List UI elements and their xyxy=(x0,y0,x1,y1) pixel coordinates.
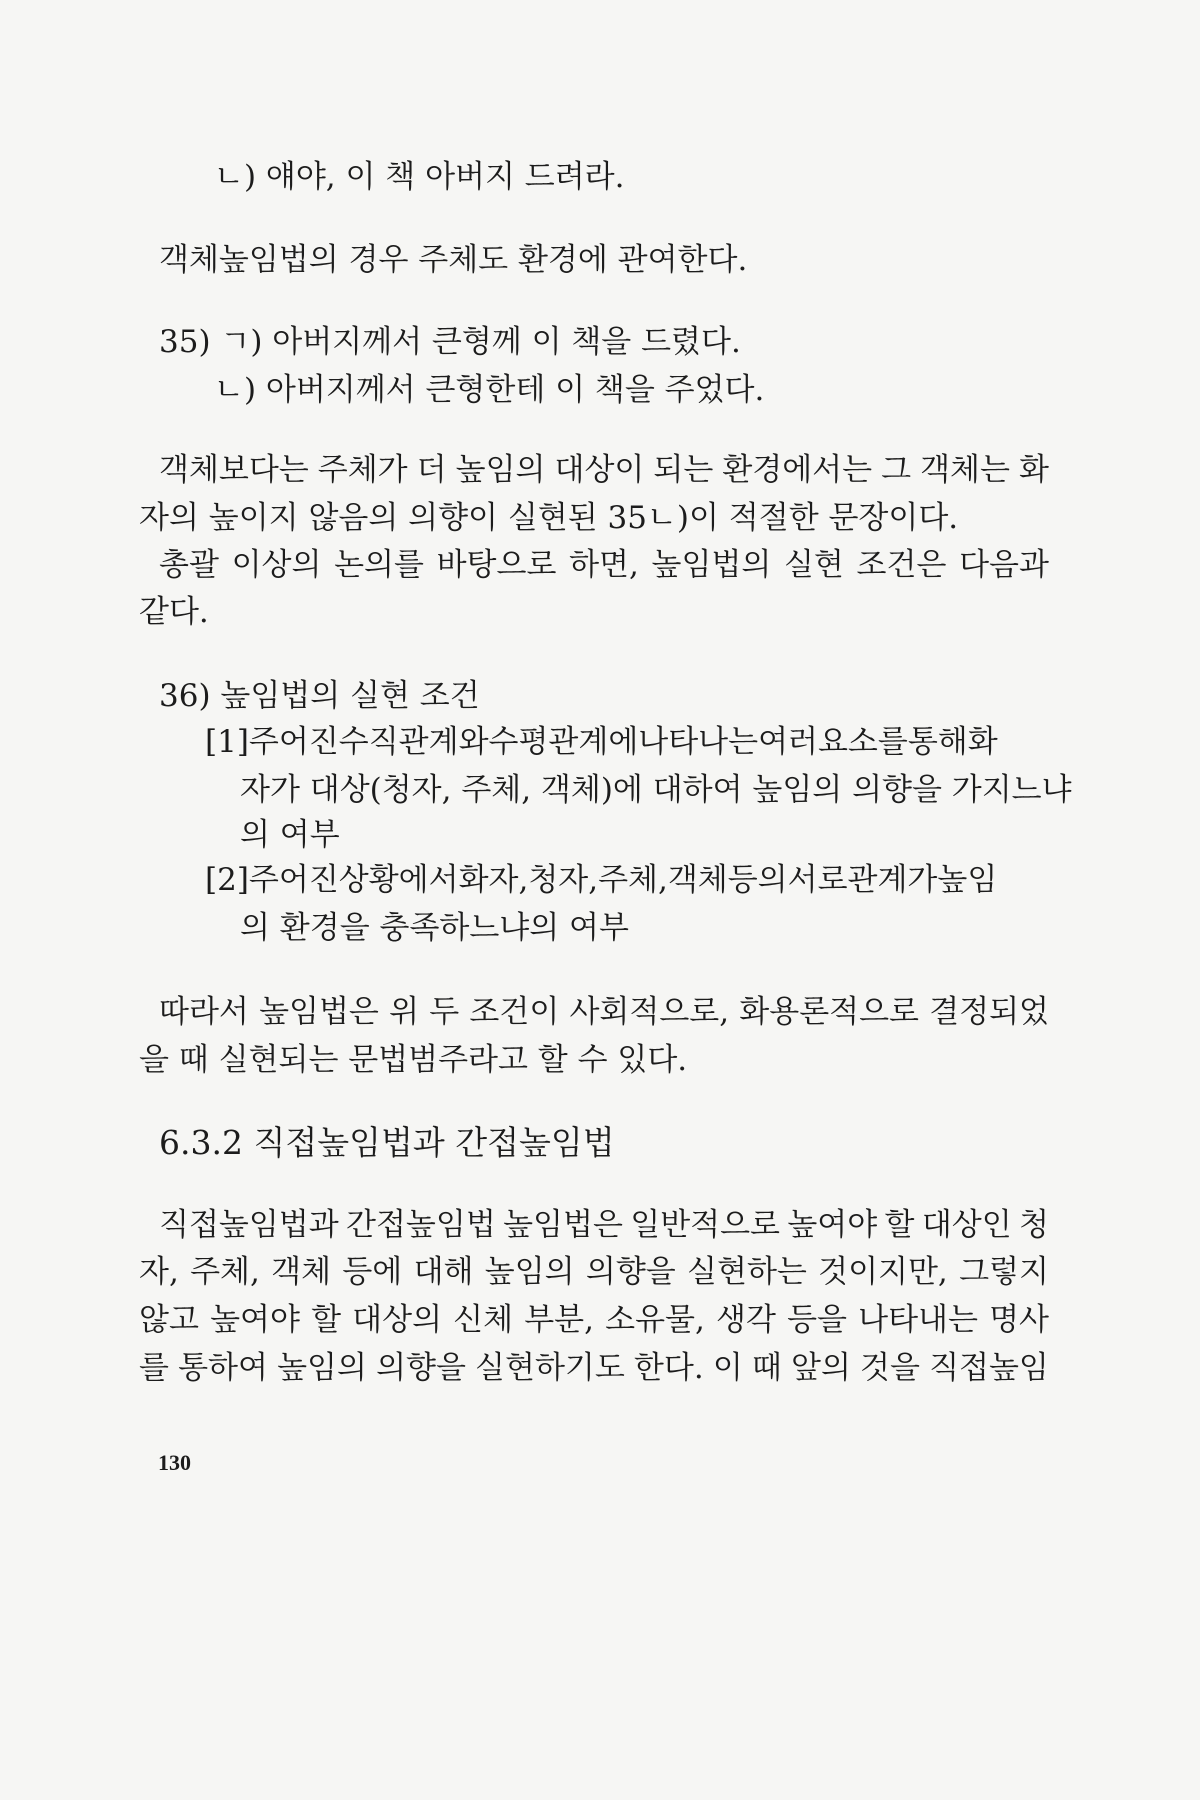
word: 등에 xyxy=(342,1254,403,1290)
word: 조건이 xyxy=(469,994,560,1030)
word: 화 xyxy=(967,724,998,760)
paragraph-line: 을 때 실현되는 문법범주라고 할 수 있다. xyxy=(139,1042,688,1078)
word: 등의 xyxy=(727,862,788,898)
word: 높임의 xyxy=(455,452,546,488)
word: 때 xyxy=(751,1350,782,1386)
word: 화 xyxy=(1018,452,1049,488)
word: 객체보다는 xyxy=(159,452,309,488)
word: 생각 xyxy=(716,1302,776,1338)
word: 의향을 xyxy=(376,1350,466,1386)
word: 대해 xyxy=(413,1254,474,1290)
example-34-b: ㄴ) 얘야, 이 책 아버지 드려라. xyxy=(214,159,625,195)
paragraph-line xyxy=(139,1302,1049,1338)
page-number: 130 xyxy=(158,1450,191,1475)
word: 객체는 xyxy=(920,452,1010,488)
word: 따라서 xyxy=(159,994,249,1030)
word: 일반적으로 xyxy=(630,1207,780,1243)
word: 요소를 xyxy=(817,724,908,760)
word: [1] xyxy=(205,724,249,760)
word: 조건은 xyxy=(856,547,947,583)
word: 위 xyxy=(389,994,420,1030)
word: 통해 xyxy=(907,724,968,760)
word: 나타내는 xyxy=(858,1302,978,1338)
word: 직접높임법과 xyxy=(159,1207,339,1243)
word: 주체, xyxy=(190,1254,260,1290)
word: 객체 xyxy=(271,1254,332,1290)
word: 대상이 xyxy=(554,452,645,488)
word: 수평 xyxy=(488,724,549,760)
word: 다음과 xyxy=(959,547,1049,583)
word: 것이지만, xyxy=(818,1254,948,1290)
word: 않고 xyxy=(139,1302,199,1338)
word: 명사 xyxy=(989,1302,1049,1338)
word: 환경에서는 xyxy=(722,452,873,488)
word: 높임의 xyxy=(277,1350,367,1386)
word: 대상의 xyxy=(352,1302,443,1338)
word: 높임법의 xyxy=(651,547,772,583)
condition-1-line xyxy=(205,724,998,760)
word: 주어진 xyxy=(248,724,339,760)
paragraph-line xyxy=(159,994,1049,1030)
word: 신체 xyxy=(453,1302,514,1338)
word: 논의를 xyxy=(334,547,424,583)
word: 의향을 xyxy=(585,1254,676,1290)
word: 청자, xyxy=(528,862,599,898)
word: 한다. xyxy=(633,1350,704,1386)
word: 높여야 xyxy=(787,1207,878,1243)
word: 관계에 xyxy=(548,724,639,760)
word: 실현 xyxy=(783,547,844,583)
word: 청 xyxy=(1019,1207,1049,1243)
word: 부분, xyxy=(524,1302,594,1338)
word: 간접높임법 xyxy=(346,1207,496,1243)
word: 관계가 xyxy=(847,862,938,898)
paragraph-line: 자의 높이지 않음의 의향이 실현된 35ㄴ)이 적절한 문장이다. xyxy=(139,500,959,536)
word: 주체가 xyxy=(317,452,408,488)
word: 하면, xyxy=(569,547,639,583)
paragraph-line xyxy=(159,452,1049,488)
word: 화자, xyxy=(458,862,529,898)
word: 주어진 xyxy=(248,862,339,898)
paragraph-line: 같다. xyxy=(139,594,209,630)
word: 높임법은 xyxy=(503,1207,623,1243)
word: 할 xyxy=(311,1302,342,1338)
word: 더 xyxy=(416,452,447,488)
condition-1-line: 자가 대상(청자, 주체, 객체)에 대하여 높임의 의향을 가지느냐 xyxy=(240,772,1072,808)
word: 높임법은 xyxy=(259,994,379,1030)
word: 주체, xyxy=(598,862,668,898)
word: 높여야 xyxy=(210,1302,300,1338)
word: 수직 xyxy=(338,724,399,760)
word: 이상의 xyxy=(231,547,322,583)
word: 상황에서 xyxy=(338,862,459,898)
word: 그 xyxy=(881,452,912,488)
word: 화용론적으로 xyxy=(739,994,919,1030)
paragraph-line xyxy=(139,1350,1049,1386)
word: 이 xyxy=(712,1350,743,1386)
word: 통하여 xyxy=(178,1350,268,1386)
condition-1-line: 의 여부 xyxy=(240,817,340,853)
paragraph-line xyxy=(139,1254,1049,1290)
paragraph-line xyxy=(159,1207,1049,1243)
word: 할 xyxy=(884,1207,915,1243)
section-heading: 6.3.2 직접높임법과 간접높임법 xyxy=(159,1123,615,1162)
word: 것을 xyxy=(860,1350,920,1386)
condition-2-line xyxy=(205,862,998,898)
word: 를 xyxy=(139,1350,169,1386)
word: 실현하기도 xyxy=(475,1350,625,1386)
word: 두 xyxy=(429,994,460,1030)
word: 소유물, xyxy=(605,1302,705,1338)
word: 대상인 xyxy=(921,1207,1012,1243)
word: 객체 xyxy=(667,862,728,898)
word: 실현하는 xyxy=(687,1254,807,1290)
example-36-title: 36) 높임법의 실현 조건 xyxy=(159,678,480,714)
word: 사회적으로, xyxy=(569,994,730,1030)
example-35-b: ㄴ) 아버지께서 큰형한테 이 책을 주었다. xyxy=(214,372,765,408)
word: 자, xyxy=(139,1254,179,1290)
word: 높임의 xyxy=(484,1254,575,1290)
word: 관계와 xyxy=(398,724,489,760)
example-35-a: 35) ㄱ) 아버지께서 큰형께 이 책을 드렸다. xyxy=(159,324,741,360)
word: 총괄 xyxy=(159,547,219,583)
word: [2] xyxy=(205,862,249,898)
paragraph-line: 객체높임법의 경우 주체도 환경에 관여한다. xyxy=(159,242,748,278)
word: 되는 xyxy=(653,452,714,488)
word: 직접높임 xyxy=(929,1350,1049,1386)
word: 나타나는 xyxy=(638,724,759,760)
paragraph-line xyxy=(159,547,1049,583)
word: 그렇지 xyxy=(959,1254,1049,1290)
word: 결정되었 xyxy=(929,994,1049,1030)
word: 여러 xyxy=(758,724,818,760)
word: 높임 xyxy=(937,862,998,898)
word: 서로 xyxy=(787,862,848,898)
word: 바탕으로 xyxy=(436,547,557,583)
word: 앞의 xyxy=(791,1350,851,1386)
word: 등을 xyxy=(787,1302,847,1338)
condition-2-line: 의 환경을 충족하느냐의 여부 xyxy=(240,910,629,946)
